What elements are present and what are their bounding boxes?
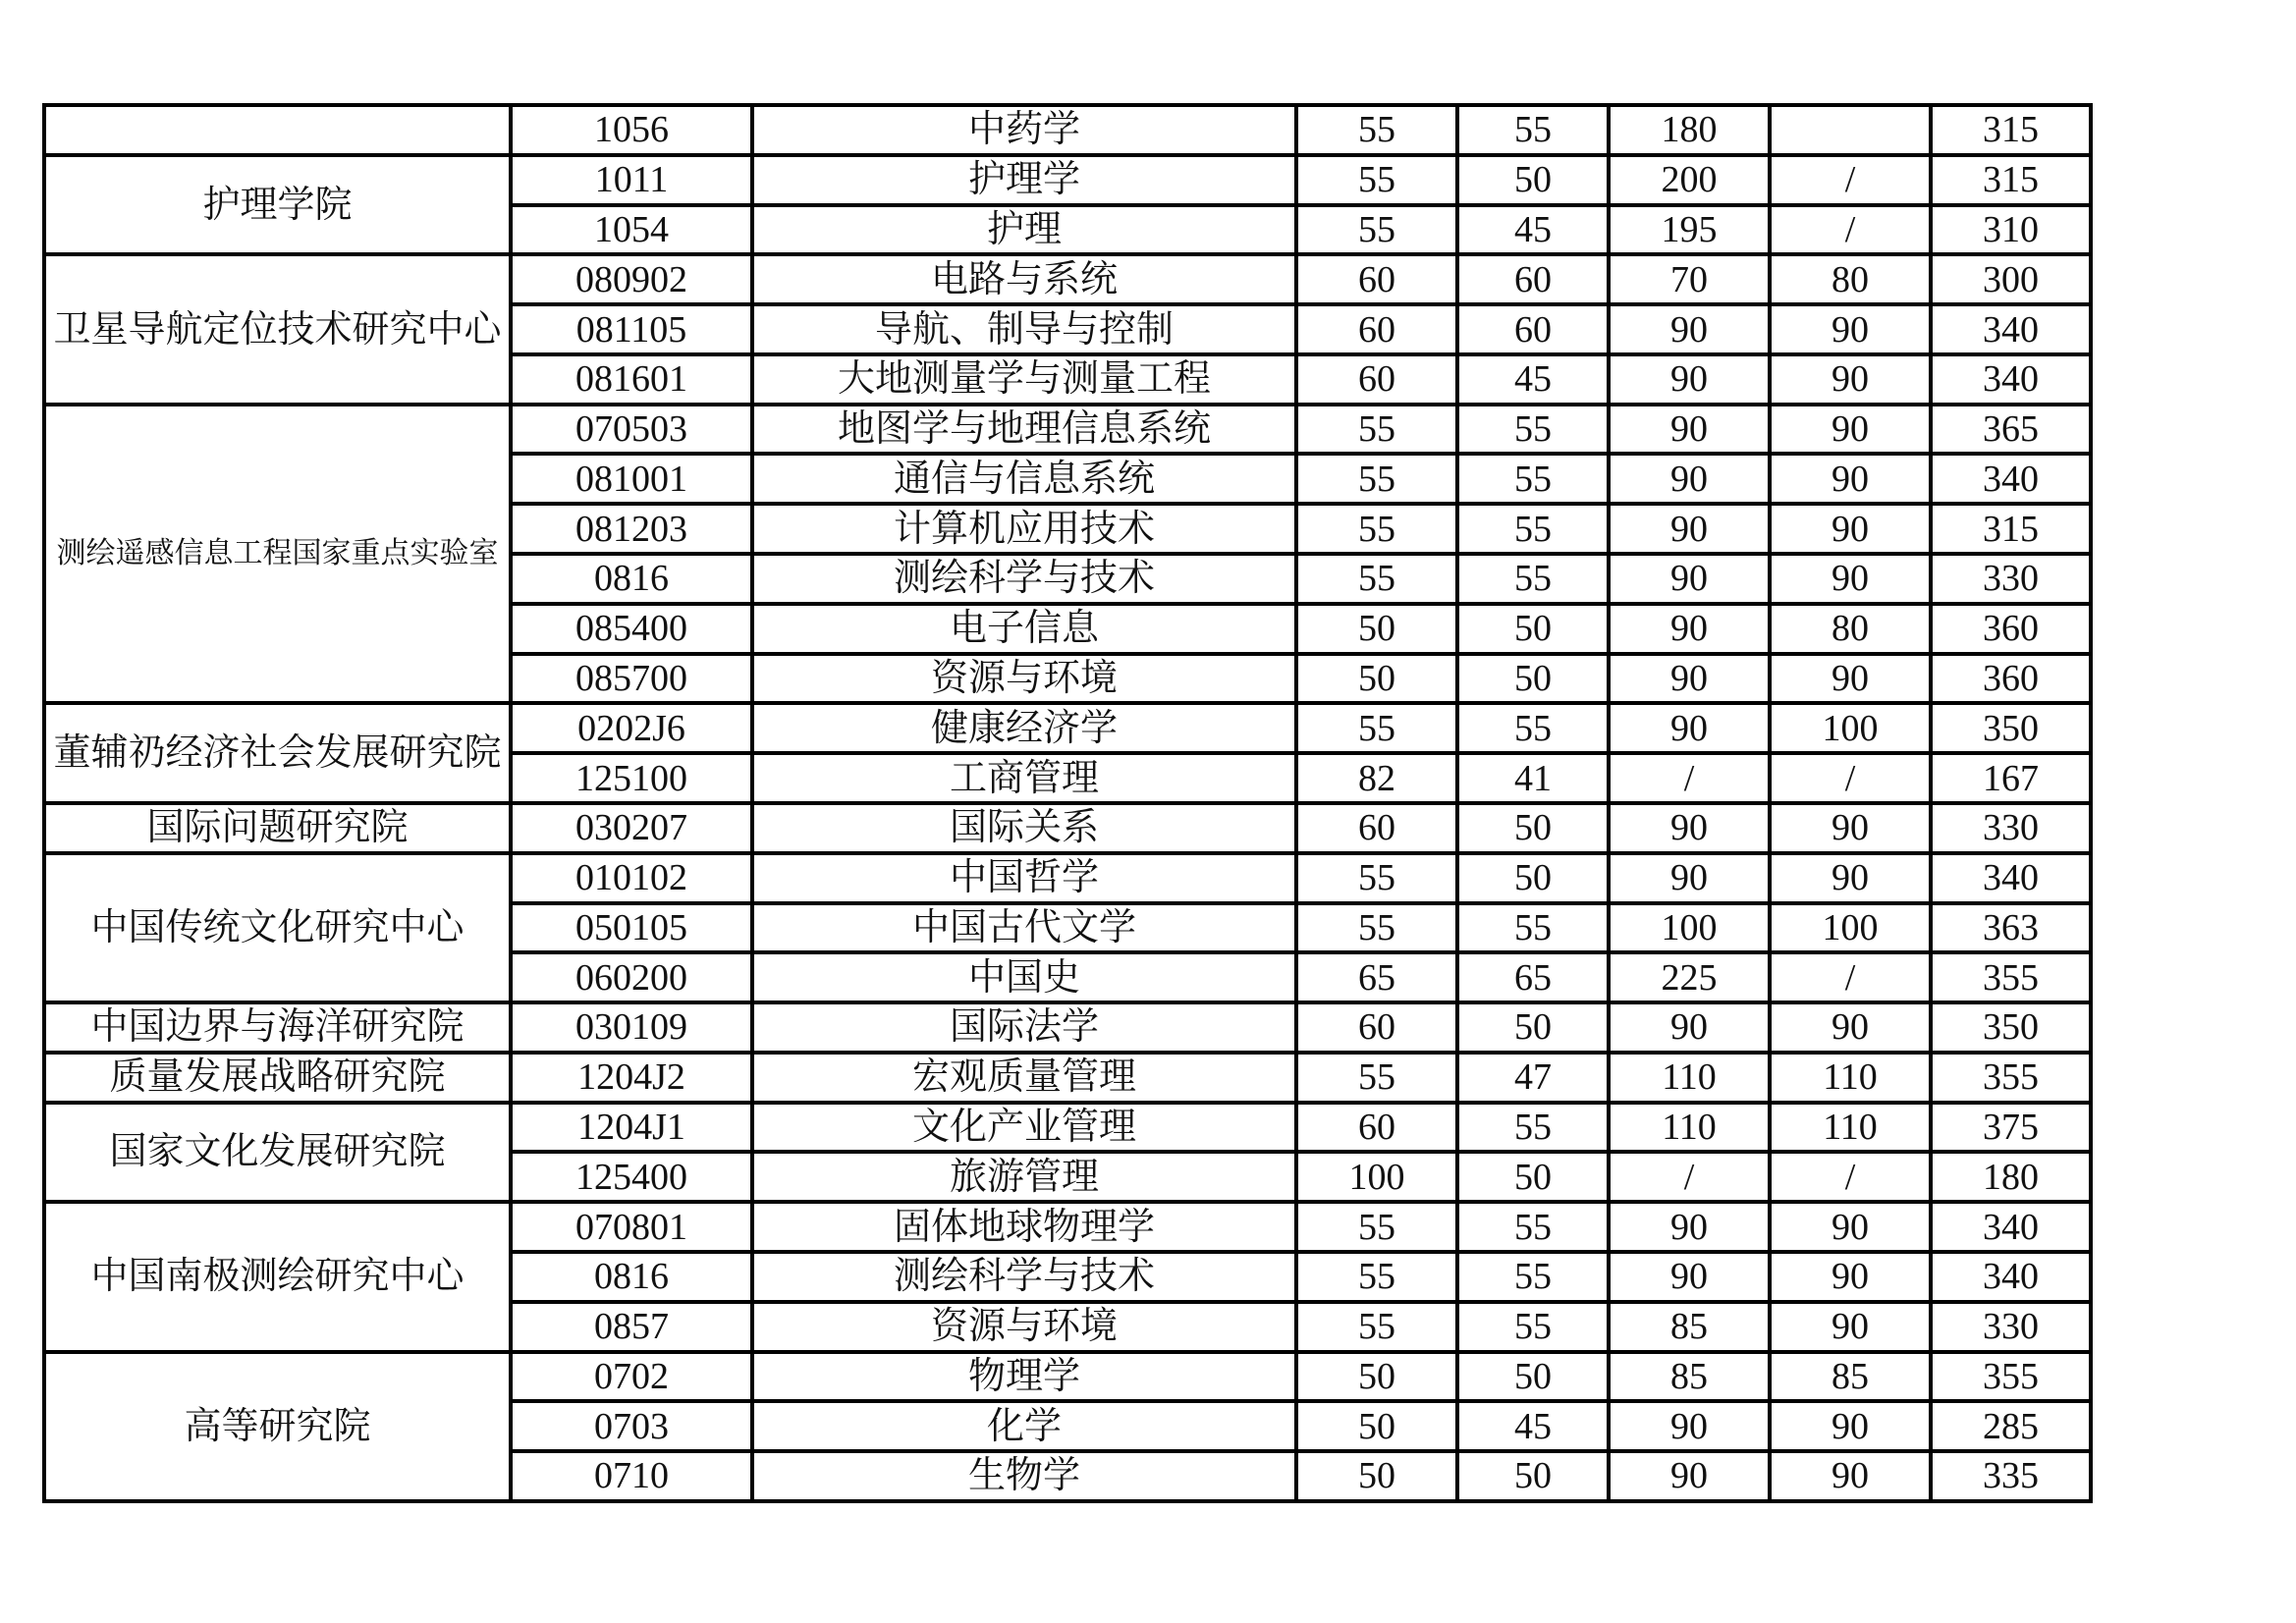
total-score-cell: 360: [1931, 604, 2091, 654]
score-cell: 45: [1457, 354, 1609, 405]
code-cell: 010102: [511, 853, 752, 903]
major-cell: 资源与环境: [752, 1302, 1296, 1352]
department-cell: 卫星导航定位技术研究中心: [44, 254, 511, 404]
score-cell: 50: [1457, 155, 1609, 205]
major-cell: 资源与环境: [752, 654, 1296, 704]
major-cell: 固体地球物理学: [752, 1202, 1296, 1252]
score-cell: 55: [1457, 105, 1609, 155]
score-cell: 60: [1296, 354, 1457, 405]
score-cell: 55: [1296, 105, 1457, 155]
score-cell: 80: [1770, 254, 1931, 304]
score-cell: 55: [1457, 554, 1609, 604]
code-cell: 081203: [511, 504, 752, 554]
department-cell: 中国边界与海洋研究院: [44, 1002, 511, 1053]
score-cell: 50: [1296, 1352, 1457, 1402]
major-cell: 地图学与地理信息系统: [752, 405, 1296, 455]
score-cell: 110: [1609, 1103, 1770, 1153]
score-cell: 55: [1296, 1302, 1457, 1352]
total-score-cell: 375: [1931, 1103, 2091, 1153]
score-cell: 50: [1457, 803, 1609, 853]
score-cell: 50: [1457, 1002, 1609, 1053]
total-score-cell: 340: [1931, 1252, 2091, 1302]
department-cell: 测绘遥感信息工程国家重点实验室: [44, 405, 511, 704]
score-cell: 90: [1770, 1002, 1931, 1053]
score-cell: 90: [1609, 354, 1770, 405]
code-cell: 080902: [511, 254, 752, 304]
total-score-cell: 315: [1931, 105, 2091, 155]
score-cell: 55: [1296, 504, 1457, 554]
score-cell: 55: [1296, 853, 1457, 903]
score-cell: 90: [1609, 654, 1770, 704]
score-cell: 110: [1770, 1103, 1931, 1153]
score-cell: 55: [1296, 903, 1457, 953]
score-cell: 90: [1770, 654, 1931, 704]
major-cell: 中药学: [752, 105, 1296, 155]
score-cell: 45: [1457, 1401, 1609, 1451]
score-cell: 60: [1296, 254, 1457, 304]
department-cell: 国家文化发展研究院: [44, 1103, 511, 1203]
table-row: [44, 105, 2091, 155]
score-cell: 110: [1770, 1053, 1931, 1103]
major-cell: 健康经济学: [752, 703, 1296, 753]
score-cell: 195: [1609, 205, 1770, 255]
score-cell: 85: [1609, 1352, 1770, 1402]
score-cell: 90: [1770, 405, 1931, 455]
score-cell: 50: [1457, 1152, 1609, 1202]
score-cell: 50: [1457, 1451, 1609, 1501]
code-cell: 081601: [511, 354, 752, 405]
score-cell: 55: [1457, 1252, 1609, 1302]
total-score-cell: 330: [1931, 554, 2091, 604]
score-cell: 55: [1457, 1302, 1609, 1352]
score-cell: 55: [1296, 454, 1457, 504]
code-cell: 030109: [511, 1002, 752, 1053]
score-cell: 55: [1457, 504, 1609, 554]
table-row: [44, 254, 2091, 304]
score-cell: 90: [1770, 354, 1931, 405]
department-cell: 中国南极测绘研究中心: [44, 1202, 511, 1351]
score-cell: 55: [1296, 405, 1457, 455]
code-cell: 0857: [511, 1302, 752, 1352]
score-cell: 90: [1609, 1451, 1770, 1501]
score-cell: 90: [1609, 703, 1770, 753]
table-row: [44, 703, 2091, 753]
total-score-cell: 180: [1931, 1152, 2091, 1202]
major-cell: 计算机应用技术: [752, 504, 1296, 554]
table-row: [44, 1202, 2091, 1252]
score-cell: 80: [1770, 604, 1931, 654]
score-cell: 90: [1770, 803, 1931, 853]
department-cell: 国际问题研究院: [44, 803, 511, 853]
department-cell: 董辅礽经济社会发展研究院: [44, 703, 511, 803]
score-cell: 50: [1296, 1451, 1457, 1501]
score-cell: 50: [1296, 604, 1457, 654]
total-score-cell: 355: [1931, 952, 2091, 1002]
score-cell: 90: [1609, 454, 1770, 504]
total-score-cell: 340: [1931, 354, 2091, 405]
major-cell: 生物学: [752, 1451, 1296, 1501]
score-cell: 55: [1457, 703, 1609, 753]
major-cell: 工商管理: [752, 753, 1296, 803]
code-cell: 0703: [511, 1401, 752, 1451]
total-score-cell: 350: [1931, 703, 2091, 753]
score-cell: 100: [1770, 703, 1931, 753]
table-row: [44, 853, 2091, 903]
code-cell: 1011: [511, 155, 752, 205]
major-cell: 中国哲学: [752, 853, 1296, 903]
code-cell: 050105: [511, 903, 752, 953]
score-cell: 90: [1770, 853, 1931, 903]
score-cell: 90: [1609, 1252, 1770, 1302]
score-cell: 60: [1296, 803, 1457, 853]
code-cell: 085400: [511, 604, 752, 654]
table-row: [44, 803, 2091, 853]
score-cell: 55: [1296, 554, 1457, 604]
total-score-cell: 300: [1931, 254, 2091, 304]
score-cell: 55: [1296, 1202, 1457, 1252]
score-cell: 90: [1770, 1451, 1931, 1501]
score-cell: 60: [1457, 254, 1609, 304]
total-score-cell: 330: [1931, 803, 2091, 853]
score-cell: 50: [1457, 853, 1609, 903]
score-cell: 60: [1296, 1103, 1457, 1153]
score-cell: 41: [1457, 753, 1609, 803]
total-score-cell: 355: [1931, 1053, 2091, 1103]
score-cell: 90: [1609, 405, 1770, 455]
score-cell: 100: [1770, 903, 1931, 953]
code-cell: 0816: [511, 1252, 752, 1302]
code-cell: 070801: [511, 1202, 752, 1252]
code-cell: 081105: [511, 304, 752, 354]
score-cell: 50: [1457, 654, 1609, 704]
major-cell: 测绘科学与技术: [752, 554, 1296, 604]
major-cell: 中国史: [752, 952, 1296, 1002]
table-row: [44, 1352, 2091, 1402]
code-cell: 1056: [511, 105, 752, 155]
total-score-cell: 285: [1931, 1401, 2091, 1451]
score-cell: 90: [1770, 304, 1931, 354]
score-cell: 55: [1296, 1252, 1457, 1302]
score-cell: /: [1770, 155, 1931, 205]
score-cell: 90: [1609, 1401, 1770, 1451]
score-cell: 180: [1609, 105, 1770, 155]
score-cell: 50: [1457, 1352, 1609, 1402]
major-cell: 宏观质量管理: [752, 1053, 1296, 1103]
table-row: [44, 155, 2091, 205]
score-cell: 45: [1457, 205, 1609, 255]
score-cell: 90: [1609, 1002, 1770, 1053]
department-cell: [44, 105, 511, 155]
score-cell: 55: [1457, 405, 1609, 455]
code-cell: 0702: [511, 1352, 752, 1402]
total-score-cell: 310: [1931, 205, 2091, 255]
major-cell: 护理: [752, 205, 1296, 255]
code-cell: 081001: [511, 454, 752, 504]
total-score-cell: 167: [1931, 753, 2091, 803]
score-cell: 70: [1609, 254, 1770, 304]
code-cell: 1204J1: [511, 1103, 752, 1153]
score-cell: 100: [1609, 903, 1770, 953]
code-cell: 070503: [511, 405, 752, 455]
score-table: [42, 103, 2093, 1503]
code-cell: 0202J6: [511, 703, 752, 753]
score-cell: 50: [1457, 604, 1609, 654]
major-cell: 测绘科学与技术: [752, 1252, 1296, 1302]
score-cell: 110: [1609, 1053, 1770, 1103]
major-cell: 国际关系: [752, 803, 1296, 853]
code-cell: 125400: [511, 1152, 752, 1202]
score-cell: /: [1770, 205, 1931, 255]
total-score-cell: 330: [1931, 1302, 2091, 1352]
major-cell: 电路与系统: [752, 254, 1296, 304]
total-score-cell: 340: [1931, 1202, 2091, 1252]
score-cell: 85: [1609, 1302, 1770, 1352]
table-row: [44, 1103, 2091, 1153]
score-cell: 90: [1609, 604, 1770, 654]
score-cell: 55: [1296, 205, 1457, 255]
score-cell: /: [1770, 952, 1931, 1002]
score-cell: 55: [1296, 1053, 1457, 1103]
total-score-cell: 360: [1931, 654, 2091, 704]
department-cell: 高等研究院: [44, 1352, 511, 1501]
table-row: [44, 1002, 2091, 1053]
table-row: [44, 1053, 2091, 1103]
score-cell: 90: [1609, 853, 1770, 903]
score-cell: 55: [1457, 1103, 1609, 1153]
score-cell: 65: [1457, 952, 1609, 1002]
table-row: [44, 405, 2091, 455]
score-cell: 90: [1609, 504, 1770, 554]
score-cell: 55: [1457, 454, 1609, 504]
score-cell: 90: [1609, 803, 1770, 853]
code-cell: 1054: [511, 205, 752, 255]
score-cell: 90: [1770, 1401, 1931, 1451]
major-cell: 大地测量学与测量工程: [752, 354, 1296, 405]
score-cell: 90: [1770, 1202, 1931, 1252]
score-cell: /: [1609, 1152, 1770, 1202]
score-cell: 90: [1609, 554, 1770, 604]
major-cell: 旅游管理: [752, 1152, 1296, 1202]
score-cell: 200: [1609, 155, 1770, 205]
score-cell: /: [1609, 753, 1770, 803]
score-cell: 60: [1296, 1002, 1457, 1053]
score-cell: 90: [1770, 454, 1931, 504]
score-cell: 60: [1296, 304, 1457, 354]
score-cell: 90: [1609, 1202, 1770, 1252]
code-cell: 1204J2: [511, 1053, 752, 1103]
total-score-cell: 363: [1931, 903, 2091, 953]
total-score-cell: 335: [1931, 1451, 2091, 1501]
score-cell: 55: [1296, 155, 1457, 205]
code-cell: 125100: [511, 753, 752, 803]
score-cell: 225: [1609, 952, 1770, 1002]
score-cell: 47: [1457, 1053, 1609, 1103]
major-cell: 物理学: [752, 1352, 1296, 1402]
score-cell: 50: [1296, 1401, 1457, 1451]
code-cell: 030207: [511, 803, 752, 853]
total-score-cell: 340: [1931, 454, 2091, 504]
code-cell: 085700: [511, 654, 752, 704]
total-score-cell: 350: [1931, 1002, 2091, 1053]
score-cell: 55: [1457, 903, 1609, 953]
major-cell: 导航、制导与控制: [752, 304, 1296, 354]
code-cell: 060200: [511, 952, 752, 1002]
total-score-cell: 315: [1931, 155, 2091, 205]
score-cell: 90: [1609, 304, 1770, 354]
score-cell: /: [1770, 753, 1931, 803]
score-cell: 65: [1296, 952, 1457, 1002]
score-cell: [1770, 105, 1931, 155]
score-cell: 85: [1770, 1352, 1931, 1402]
score-cell: 60: [1457, 304, 1609, 354]
total-score-cell: 340: [1931, 853, 2091, 903]
score-cell: 55: [1457, 1202, 1609, 1252]
total-score-cell: 365: [1931, 405, 2091, 455]
score-cell: 82: [1296, 753, 1457, 803]
code-cell: 0710: [511, 1451, 752, 1501]
major-cell: 通信与信息系统: [752, 454, 1296, 504]
department-cell: 中国传统文化研究中心: [44, 853, 511, 1002]
score-cell: 55: [1296, 703, 1457, 753]
total-score-cell: 355: [1931, 1352, 2091, 1402]
score-cell: 100: [1296, 1152, 1457, 1202]
score-cell: 90: [1770, 504, 1931, 554]
department-cell: 质量发展战略研究院: [44, 1053, 511, 1103]
score-cell: 90: [1770, 1302, 1931, 1352]
major-cell: 化学: [752, 1401, 1296, 1451]
major-cell: 电子信息: [752, 604, 1296, 654]
major-cell: 文化产业管理: [752, 1103, 1296, 1153]
major-cell: 护理学: [752, 155, 1296, 205]
major-cell: 中国古代文学: [752, 903, 1296, 953]
code-cell: 0816: [511, 554, 752, 604]
total-score-cell: 315: [1931, 504, 2091, 554]
score-cell: 50: [1296, 654, 1457, 704]
major-cell: 国际法学: [752, 1002, 1296, 1053]
department-cell: 护理学院: [44, 155, 511, 255]
score-cell: /: [1770, 1152, 1931, 1202]
total-score-cell: 340: [1931, 304, 2091, 354]
score-cell: 90: [1770, 1252, 1931, 1302]
score-cell: 90: [1770, 554, 1931, 604]
